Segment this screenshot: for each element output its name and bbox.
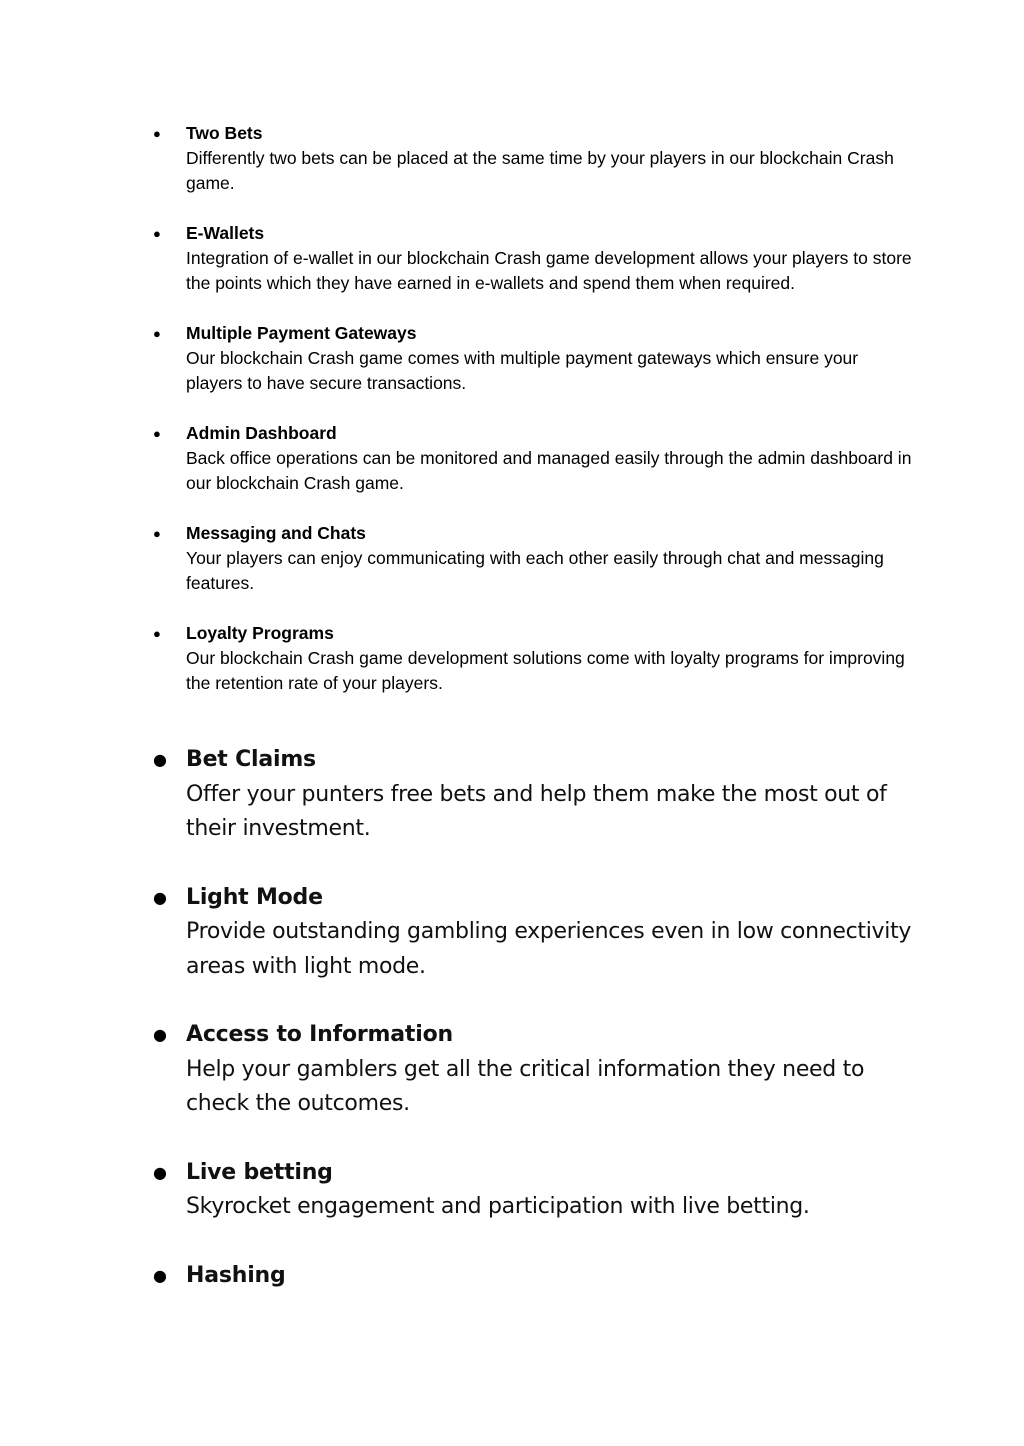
item-description: Integration of e-wallet in our blockchain Crash game development allows your players to store the points which they have earned in e-wallets and spend them when required.	[186, 248, 912, 293]
item-description: Offer your punters free bets and help them make the most out of their investment.	[186, 781, 887, 841]
bullet-icon: ●	[153, 126, 161, 141]
item-description: Back office operations can be monitored and managed easily through the admin dashboard in our blockchain Crash game.	[186, 448, 912, 493]
item-description: Our blockchain Crash game development solutions come with loyalty programs for improving the retention rate of your players.	[186, 648, 905, 693]
bullet-icon: ●	[153, 226, 161, 241]
feature-list-primary	[153, 121, 913, 721]
list-item	[153, 621, 913, 696]
list-item	[153, 421, 913, 496]
list-item	[153, 743, 913, 847]
item-title: E-Wallets	[186, 223, 265, 243]
item-description: Help your gamblers get all the critical information they need to check the outcomes.	[186, 1056, 865, 1116]
item-description: Skyrocket engagement and participation with live betting.	[186, 1194, 810, 1219]
list-item	[153, 121, 913, 196]
bullet-icon: ●	[153, 326, 161, 341]
bullet-icon: ●	[153, 626, 161, 641]
bullet-icon: ●	[153, 426, 161, 441]
item-title: Admin Dashboard	[186, 423, 337, 443]
bullet-icon: ●	[153, 1162, 167, 1182]
bullet-icon: ●	[153, 1265, 167, 1285]
bullet-icon: ●	[153, 750, 167, 769]
list-item	[153, 881, 913, 985]
list-item	[153, 521, 913, 596]
item-title: Messaging and Chats	[186, 523, 366, 543]
list-item	[153, 1259, 913, 1294]
item-title: Multiple Payment Gateways	[186, 323, 417, 343]
list-item	[153, 221, 913, 296]
list-item	[153, 321, 913, 396]
item-description: Differently two bets can be placed at the same time by your players in our blockchain Crash game.	[186, 148, 894, 193]
bullet-icon: ●	[153, 526, 161, 541]
item-title: Hashing	[186, 1262, 286, 1288]
item-title: Two Bets	[186, 123, 263, 143]
item-title: Live betting	[186, 1159, 333, 1185]
item-title: Light Mode	[186, 884, 323, 910]
bullet-icon: ●	[153, 1025, 167, 1044]
item-description: Provide outstanding gambling experiences even in low connectivity areas with light mode.	[186, 919, 912, 979]
item-title: Access to Information	[186, 1022, 453, 1047]
list-item	[153, 1018, 913, 1122]
list-item	[153, 1156, 913, 1225]
item-title: Loyalty Programs	[186, 623, 334, 643]
item-description: Our blockchain Crash game comes with multiple payment gateways which ensure your players to have secure transactions.	[186, 348, 859, 393]
feature-list-secondary	[153, 743, 913, 1327]
item-title: Bet Claims	[186, 747, 316, 772]
item-description: Your players can enjoy communicating with each other easily through chat and messaging features.	[186, 548, 884, 593]
bullet-icon: ●	[153, 887, 167, 907]
